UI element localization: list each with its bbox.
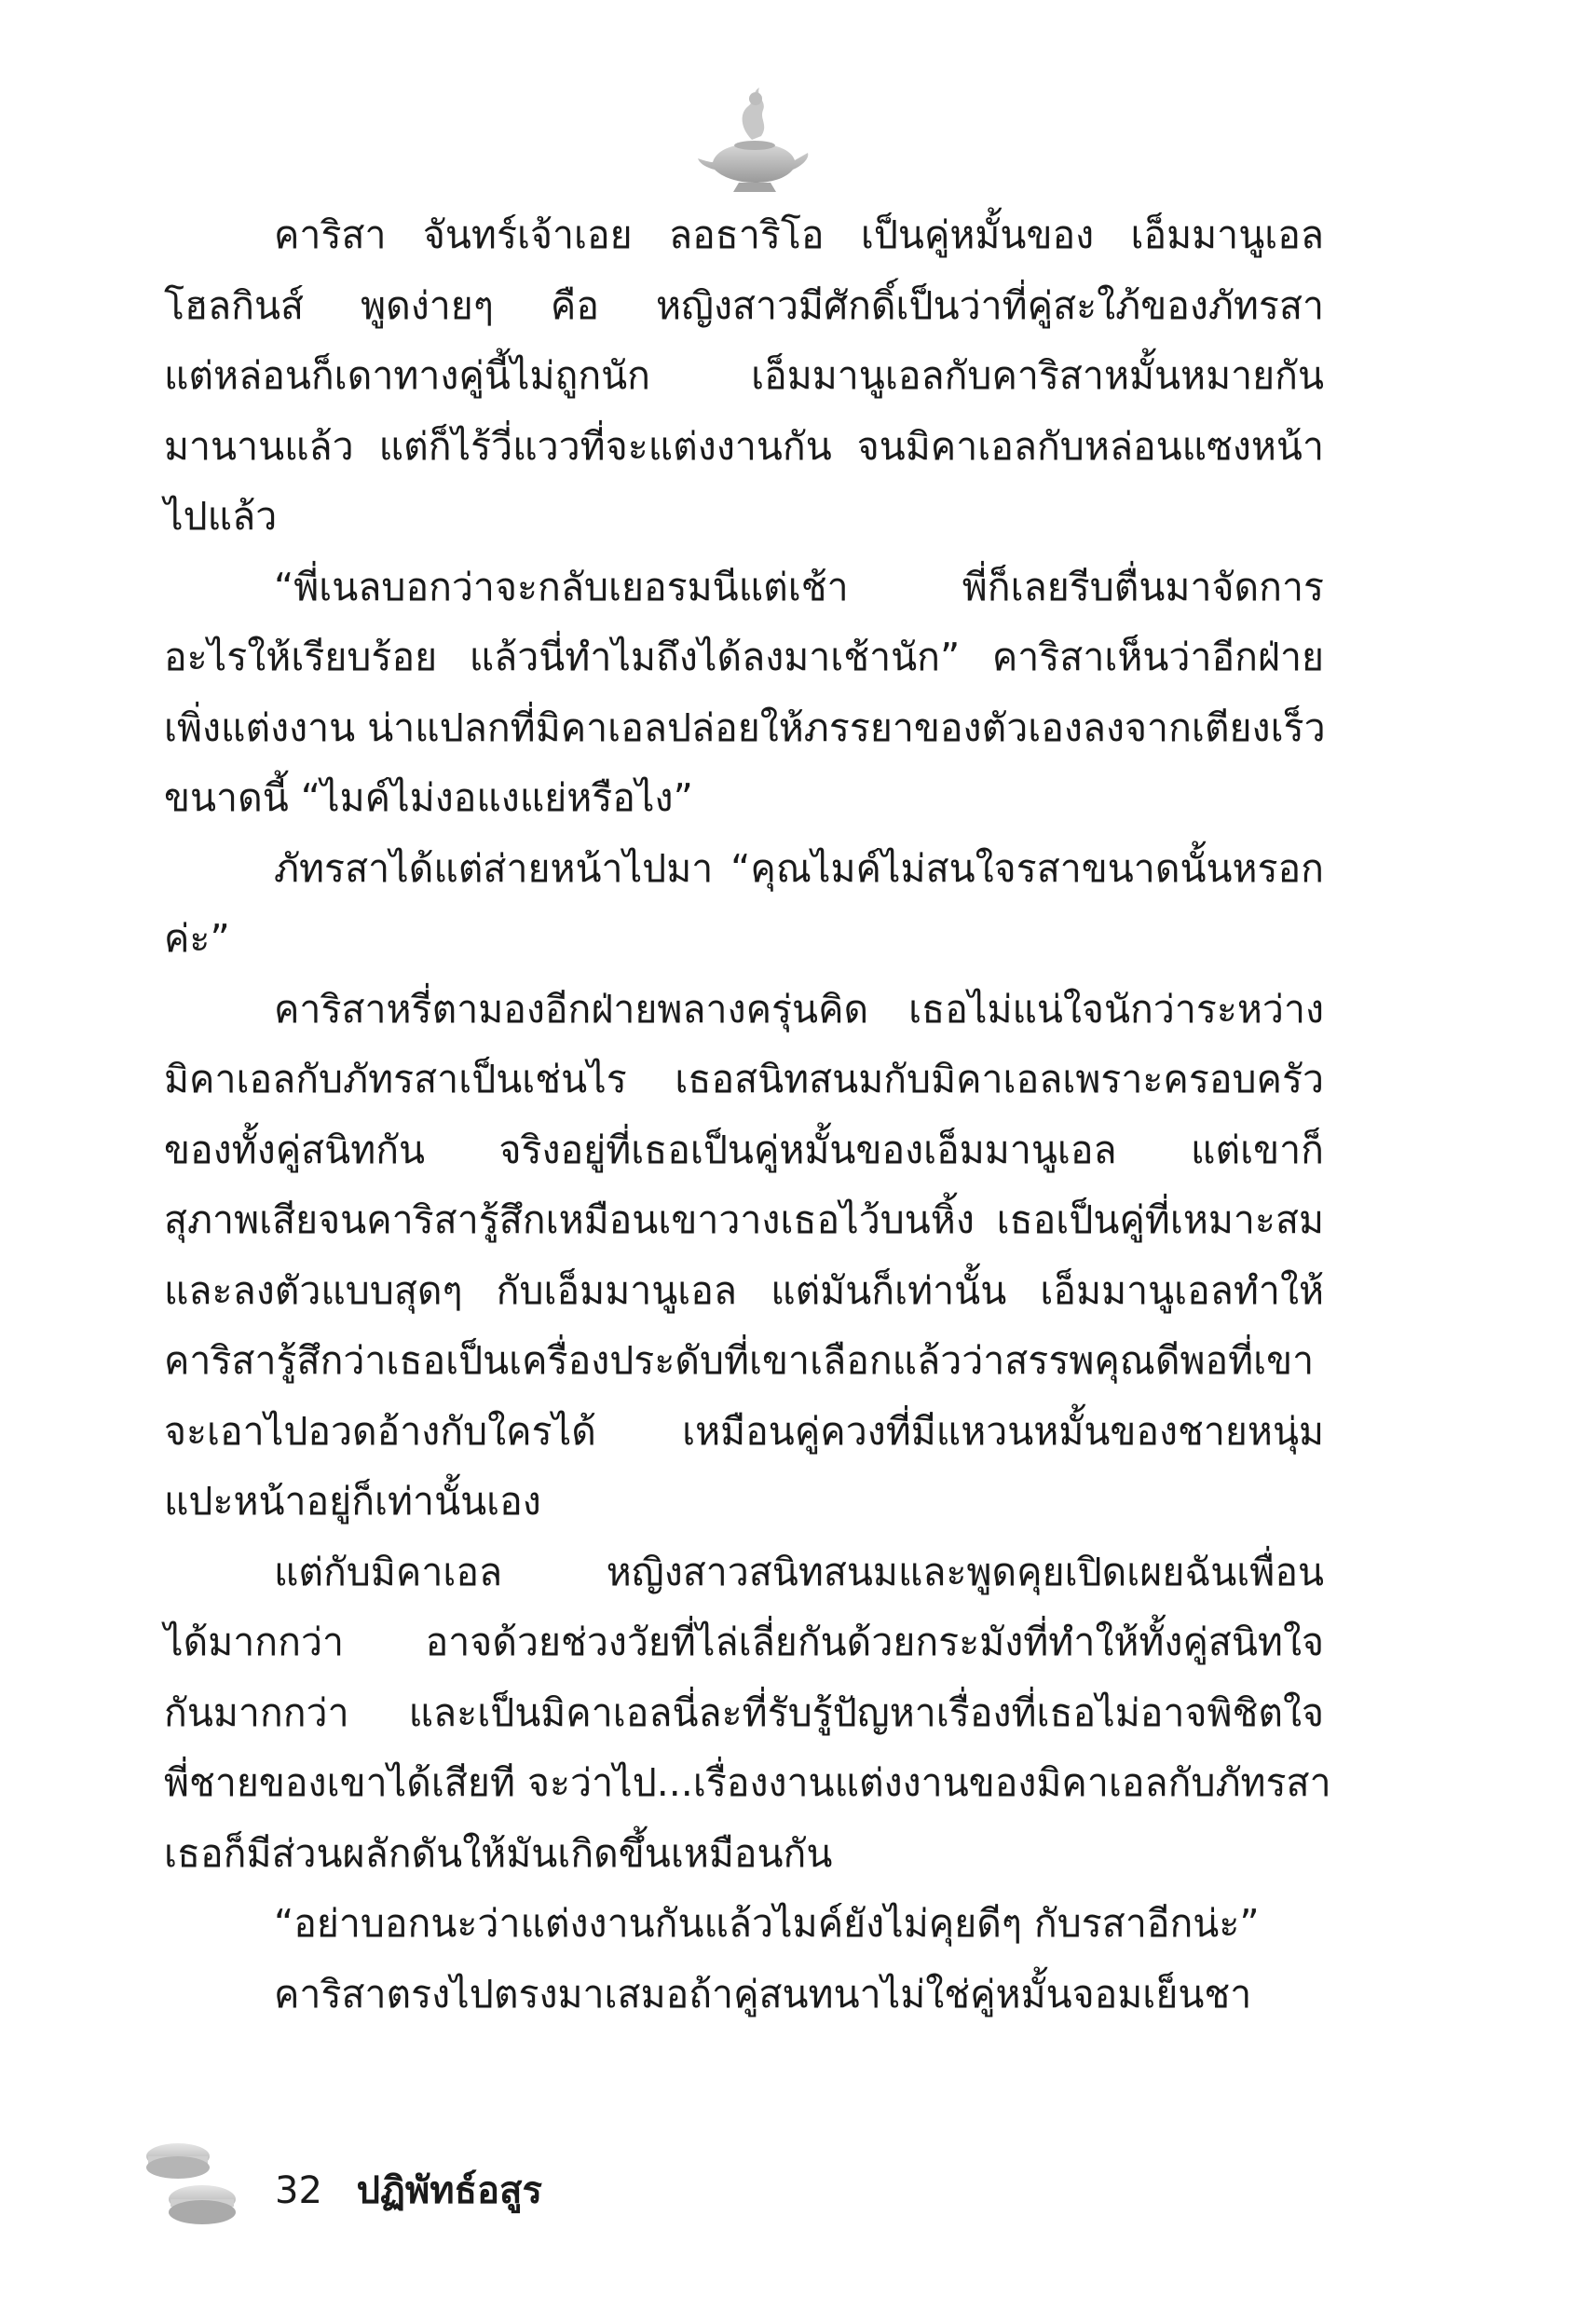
paragraph bbox=[164, 834, 1324, 975]
text-line: คาริสารู้สึกว่าเธอเป็นเครื่องประดับที่เขาเลือกแล้วว่าสรรพคุณดีพอที่เขา bbox=[164, 1338, 1315, 1383]
paragraph bbox=[164, 1538, 1331, 1890]
paragraph bbox=[164, 975, 1324, 1538]
text-line: อะไรให้เรียบร้อย แล้วนี่ทำไมถึงได้ลงมาเช้านัก” คาริสาเห็นว่าอีกฝ่าย bbox=[164, 635, 1324, 679]
text-line: มิคาเอลกับภัทรสาเป็นเช่นไร เธอสนิทสนมกับมิคาเอลเพราะครอบครัว bbox=[164, 1057, 1324, 1101]
paragraph bbox=[164, 200, 1324, 553]
text-line: แต่กับมิคาเอล หญิงสาวสนิทสนมและพูดคุยเปิดเผยฉันเพื่อน bbox=[274, 1549, 1324, 1594]
text-line: สุภาพเสียจนคาริสารู้สึกเหมือนเขาวางเธอไว้บนหิ้ง เธอเป็นคู่ที่เหมาะสม bbox=[164, 1197, 1324, 1242]
text-line: และลงตัวแบบสุดๆ กับเอ็มมานูเอล แต่มันก็เท่านั้น เอ็มมานูเอลทำให้ bbox=[164, 1267, 1324, 1313]
paragraph bbox=[164, 553, 1324, 834]
text-line: กันมากกว่า และเป็นมิคาเอลนี่ละที่รับรู้ปัญหาเรื่องที่เธอไม่อาจพิชิตใจ bbox=[164, 1689, 1324, 1735]
text-line: แต่หล่อนก็เดาทางคู่นี้ไม่ถูกนัก เอ็มมานูเอลกับคาริสาหมั้นหมายกัน bbox=[164, 353, 1324, 398]
text-line: พี่ชายของเขาได้เสียที จะว่าไป...เรื่องงานแต่งงานของมิคาเอลกับภัทรสา bbox=[164, 1760, 1331, 1805]
macaron-icon bbox=[135, 2125, 247, 2236]
text-line: โฮลกินส์ พูดง่ายๆ คือ หญิงสาวมีศักดิ์เป็นว่าที่คู่สะใภ้ของภัทรสา bbox=[164, 282, 1324, 328]
body-text bbox=[164, 200, 1331, 2030]
text-line: ได้มากกว่า อาจด้วยช่วงวัยที่ไล่เลี่ยกันด้วยกระมังที่ทำให้ทั้งคู่สนิทใจ bbox=[164, 1620, 1324, 1664]
text-line: จะเอาไปอวดอ้างกับใครได้ เหมือนคู่ควงที่มีแหวนหมั้นของชายหนุ่ม bbox=[164, 1408, 1324, 1454]
text-line: ภัทรสาได้แต่ส่ายหน้าไปมา “คุณไมค์ไม่สนใจรสาขนาดนั้นหรอก bbox=[274, 845, 1324, 891]
text-line: แปะหน้าอยู่ก็เท่านั้นเอง bbox=[164, 1479, 541, 1524]
page-footer bbox=[275, 2160, 542, 2220]
text-line: เพิ่งแต่งงาน น่าแปลกที่มิคาเอลปล่อยให้ภรรยาของตัวเองลงจากเตียงเร็ว bbox=[164, 704, 1326, 750]
paragraph bbox=[164, 1960, 1324, 2031]
text-line: “พี่เนลบอกว่าจะกลับเยอรมนีแต่เช้า พี่ก็เลยรีบตื่นมาจัดการ bbox=[274, 564, 1324, 609]
text-line: “อย่าบอกนะว่าแต่งงานกันแล้วไมค์ยังไม่คุยดีๆ กับรสาอีกน่ะ” bbox=[274, 1901, 1260, 1946]
book-title: ปฏิพัทธ์อสูร bbox=[356, 2169, 542, 2212]
text-line: คาริสา จันทร์เจ้าเอย ลอธาริโอ เป็นคู่หมั้นของ เอ็มมานูเอล bbox=[274, 212, 1324, 257]
text-line: ค่ะ” bbox=[164, 916, 230, 961]
genie-lamp-icon bbox=[694, 82, 815, 198]
text-line: คาริสาตรงไปตรงมาเสมอถ้าคู่สนทนาไม่ใช่คู่หมั้นจอมเย็นชา bbox=[274, 1971, 1252, 2017]
text-line: มานานแล้ว แต่ก็ไร้วี่แววที่จะแต่งงานกัน จนมิคาเอลกับหล่อนแซงหน้า bbox=[164, 423, 1324, 469]
paragraph bbox=[164, 1889, 1324, 1960]
page-number: 32 bbox=[275, 2169, 322, 2212]
text-line: ขนาดนี้ “ไมค์ไม่งอแงแย่หรือไง” bbox=[164, 775, 693, 820]
text-line: คาริสาหรี่ตามองอีกฝ่ายพลางครุ่นคิด เธอไม่แน่ใจนักว่าระหว่าง bbox=[274, 986, 1324, 1032]
text-line: ของทั้งคู่สนิทกัน จริงอยู่ที่เธอเป็นคู่หมั้นของเอ็มมานูเอล แต่เขาก็ bbox=[164, 1127, 1324, 1172]
text-line: ไปแล้ว bbox=[164, 494, 278, 539]
text-line: เธอก็มีส่วนผลักดันให้มันเกิดขึ้นเหมือนกัน bbox=[164, 1830, 833, 1876]
